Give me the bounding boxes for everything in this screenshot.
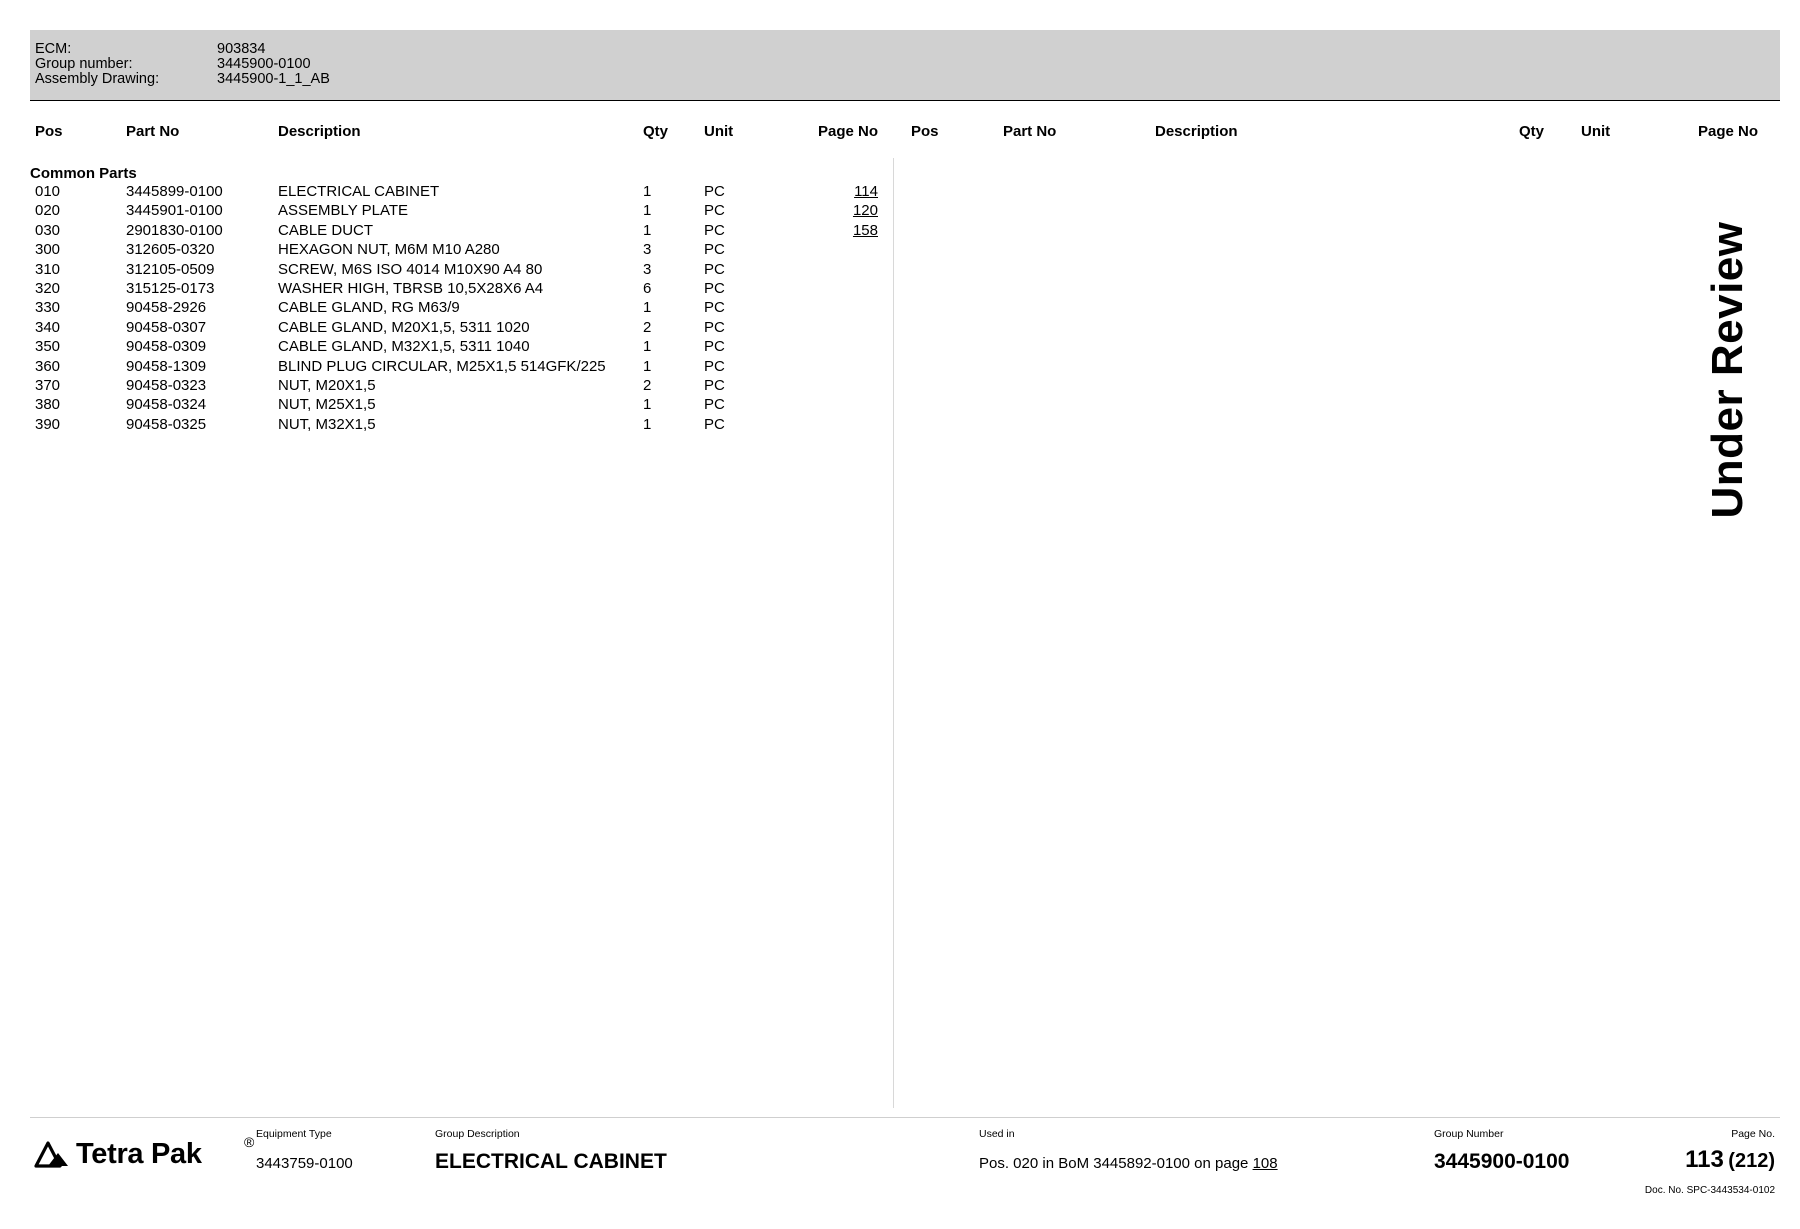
group-number-value: 3445900-0100	[217, 56, 311, 72]
ecm-label: ECM:	[35, 41, 72, 57]
row-pos: 310	[35, 260, 61, 278]
ecm-value: 903834	[217, 41, 266, 57]
row-description: CABLE DUCT	[278, 221, 374, 239]
row-part-no: 90458-0325	[126, 415, 207, 433]
table-row	[0, 202, 900, 221]
row-part-no: 312605-0320	[126, 241, 215, 259]
group-description-value: ELECTRICAL CABINET	[435, 1150, 667, 1173]
row-part-no: 90458-2926	[126, 299, 207, 317]
col-page-no-right: Page No	[1697, 123, 1758, 140]
col-qty-left: Qty	[643, 123, 669, 140]
row-pos: 300	[35, 241, 61, 259]
col-pos-left: Pos	[35, 123, 63, 140]
equipment-type-label: Equipment Type	[256, 1128, 332, 1140]
row-description: WASHER HIGH, TBRSB 10,5X28X6 A4	[278, 280, 544, 297]
row-unit: PC	[704, 260, 725, 278]
table-row	[0, 416, 900, 435]
row-qty: 1	[643, 357, 652, 375]
row-description: CABLE GLAND, M20X1,5, 5311 1020	[278, 318, 530, 336]
col-unit-left: Unit	[704, 123, 734, 140]
page-no-label: Page No.	[1731, 1128, 1775, 1140]
row-part-no: 90458-0323	[126, 377, 207, 394]
table-row	[0, 261, 900, 280]
row-qty: 1	[643, 299, 652, 317]
table-row	[0, 299, 900, 318]
page-number-total: (212)	[1728, 1150, 1775, 1172]
row-pos: 330	[35, 299, 61, 317]
row-page-link[interactable]: 114	[854, 183, 878, 200]
row-part-no: 312105-0509	[126, 260, 215, 278]
table-row	[0, 396, 900, 415]
col-part-no-left: Part No	[126, 123, 180, 140]
row-description: NUT, M20X1,5	[278, 377, 376, 394]
row-page-link[interactable]: 158	[852, 221, 878, 239]
row-unit: PC	[704, 338, 725, 356]
group-number-footer-value: 3445900-0100	[1434, 1150, 1570, 1173]
row-qty: 6	[643, 280, 652, 297]
tetra-pak-logo-icon	[34, 1140, 70, 1170]
header-band	[30, 30, 1780, 101]
table-row	[0, 280, 900, 299]
row-description: ELECTRICAL CABINET	[278, 183, 440, 200]
row-qty: 1	[643, 415, 652, 433]
footer-divider	[30, 1117, 1780, 1118]
col-description-right: Description	[1155, 123, 1238, 140]
row-unit: PC	[704, 221, 725, 239]
registered-mark: ®	[244, 1134, 255, 1150]
page-number-current: 113	[1685, 1146, 1724, 1173]
row-pos: 360	[35, 357, 61, 375]
row-qty: 1	[643, 183, 652, 200]
row-part-no: 90458-0309	[126, 338, 207, 356]
row-unit: PC	[704, 396, 725, 414]
row-pos: 340	[35, 318, 61, 336]
row-qty: 1	[643, 202, 652, 220]
row-description: SCREW, M6S ISO 4014 M10X90 A4 80	[278, 260, 543, 278]
row-qty: 2	[643, 377, 652, 394]
row-pos: 320	[35, 280, 61, 297]
doc-number: Doc. No. SPC-3443534-0102	[1644, 1185, 1775, 1196]
col-unit-right: Unit	[1581, 123, 1611, 140]
assembly-drawing-value: 3445900-1_1_AB	[217, 71, 330, 87]
page-number	[1600, 1146, 1775, 1174]
assembly-drawing-label: Assembly Drawing:	[35, 71, 160, 87]
row-qty: 3	[643, 241, 652, 259]
row-unit: PC	[704, 299, 725, 317]
table-row	[0, 338, 900, 357]
col-description-left: Description	[278, 123, 361, 140]
row-qty: 2	[643, 318, 652, 336]
row-description: NUT, M25X1,5	[278, 396, 376, 414]
row-pos: 010	[35, 183, 61, 200]
col-part-no-right: Part No	[1003, 123, 1057, 140]
section-title: Common Parts	[30, 165, 137, 182]
used-in-text: Pos. 020 in BoM 3445892-0100 on page	[979, 1155, 1249, 1172]
col-qty-right: Qty	[1519, 123, 1545, 140]
table-row	[0, 183, 900, 202]
table-row	[0, 358, 900, 377]
row-pos: 370	[35, 377, 61, 394]
used-in-page-link[interactable]: 108	[1252, 1155, 1278, 1172]
row-unit: PC	[704, 415, 725, 433]
row-description: ASSEMBLY PLATE	[278, 202, 409, 220]
group-number-label: Group number:	[35, 56, 133, 72]
row-pos: 390	[35, 415, 61, 433]
table-row	[0, 222, 900, 241]
row-pos: 020	[35, 202, 61, 220]
row-pos: 030	[35, 221, 61, 239]
row-part-no: 315125-0173	[126, 280, 215, 297]
row-qty: 1	[643, 221, 652, 239]
row-pos: 350	[35, 338, 61, 356]
group-number-footer-label: Group Number	[1434, 1128, 1504, 1140]
row-qty: 1	[643, 338, 652, 356]
row-pos: 380	[35, 396, 61, 414]
row-unit: PC	[704, 241, 725, 259]
col-page-no-left: Page No	[817, 123, 878, 140]
table-row	[0, 377, 900, 396]
row-part-no: 90458-0324	[126, 396, 207, 414]
row-unit: PC	[704, 183, 725, 200]
group-description-label: Group Description	[435, 1128, 520, 1140]
row-part-no: 3445901-0100	[126, 202, 223, 220]
table-row	[0, 319, 900, 338]
row-part-no: 2901830-0100	[126, 221, 223, 239]
under-review-watermark: Under Review	[1703, 221, 1752, 519]
row-unit: PC	[704, 280, 725, 297]
used-in-value	[979, 1155, 1278, 1172]
row-part-no: 3445899-0100	[126, 183, 223, 200]
row-unit: PC	[704, 202, 725, 220]
row-unit: PC	[704, 377, 725, 394]
table-row	[0, 241, 900, 260]
row-unit: PC	[704, 318, 725, 336]
col-pos-right: Pos	[911, 123, 939, 140]
equipment-type-value: 3443759-0100	[256, 1155, 353, 1172]
row-page-link[interactable]: 120	[852, 202, 878, 220]
row-unit: PC	[704, 357, 725, 375]
row-description: HEXAGON NUT, M6M M10 A280	[278, 241, 500, 259]
row-qty: 3	[643, 260, 652, 278]
row-description: NUT, M32X1,5	[278, 415, 376, 433]
row-description: BLIND PLUG CIRCULAR, M25X1,5 514GFK/225	[278, 357, 606, 375]
row-description: CABLE GLAND, M32X1,5, 5311 1040	[278, 338, 530, 356]
logo-text: Tetra Pak	[76, 1138, 202, 1170]
row-qty: 1	[643, 396, 652, 414]
row-part-no: 90458-1309	[126, 357, 207, 375]
row-part-no: 90458-0307	[126, 318, 207, 336]
used-in-label: Used in	[979, 1128, 1015, 1140]
row-description: CABLE GLAND, RG M63/9	[278, 299, 460, 317]
